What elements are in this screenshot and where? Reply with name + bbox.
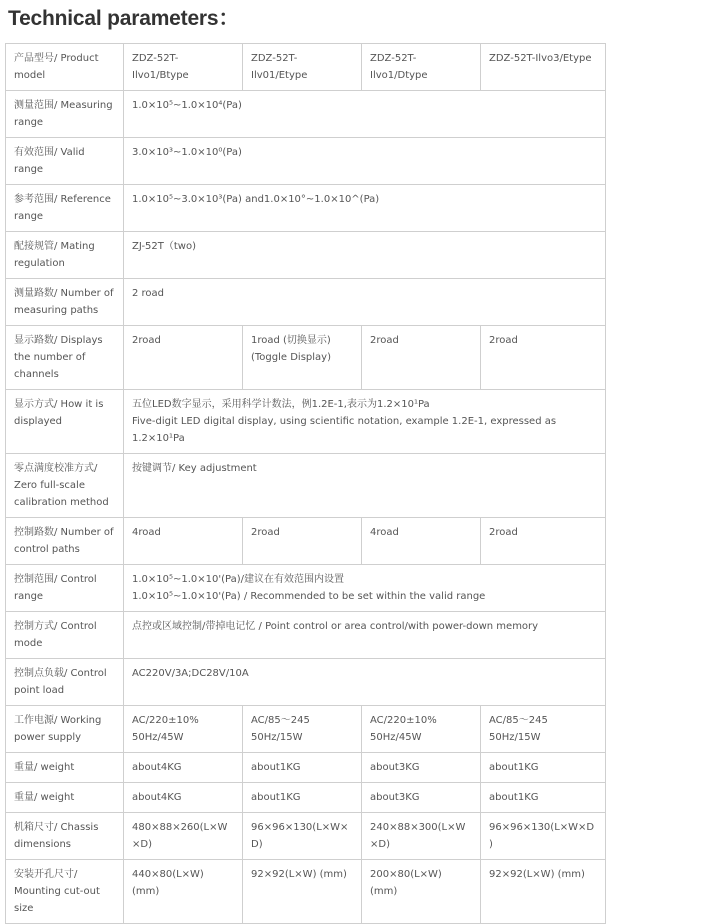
table-row <box>6 232 606 279</box>
table-row <box>6 326 606 390</box>
parameter-value: 92×92(L×W) (mm) <box>243 860 362 924</box>
parameter-value: AC/220±10% 50Hz/45W <box>124 706 243 753</box>
parameter-value: 1.0×10⁵~3.0×10³(Pa) and1.0×10°~1.0×10^(Pa) <box>124 185 606 232</box>
table-row <box>6 706 606 753</box>
table-row <box>6 612 606 659</box>
parameter-value: 2road <box>362 326 481 390</box>
parameter-label: 工作电源/ Working power supply <box>6 706 124 753</box>
parameter-value: 2road <box>481 518 606 565</box>
parameter-value: 4road <box>124 518 243 565</box>
table-row <box>6 279 606 326</box>
parameter-label: 测量范围/ Measuring range <box>6 91 124 138</box>
parameter-value: 1.0×10⁵~1.0×10⁴(Pa) <box>124 91 606 138</box>
parameter-value: 按键调节/ Key adjustment <box>124 454 606 518</box>
parameter-label: 显示路数/ Displays the number of channels <box>6 326 124 390</box>
table-row <box>6 454 606 518</box>
parameter-value: about3KG <box>362 753 481 783</box>
parameter-value: 2road <box>481 326 606 390</box>
parameter-value: 96×96×130(L×W×D) <box>481 813 606 860</box>
table-row <box>6 860 606 924</box>
parameter-label: 显示方式/ How it is displayed <box>6 390 124 454</box>
parameter-label: 重量/ weight <box>6 753 124 783</box>
parameter-label: 控制路数/ Number of control paths <box>6 518 124 565</box>
parameter-label: 机箱尺寸/ Chassis dimensions <box>6 813 124 860</box>
table-row <box>6 44 606 91</box>
table-row <box>6 813 606 860</box>
parameter-label: 参考范围/ Reference range <box>6 185 124 232</box>
parameter-value: ZDZ-52T- Ilvo1/Btype <box>124 44 243 91</box>
parameter-value: AC/220±10% 50Hz/45W <box>362 706 481 753</box>
parameter-value: about3KG <box>362 783 481 813</box>
parameter-label: 重量/ weight <box>6 783 124 813</box>
technical-parameters-table <box>5 43 606 924</box>
parameter-label: 控制点负载/ Control point load <box>6 659 124 706</box>
parameter-label: 有效范围/ Valid range <box>6 138 124 185</box>
parameter-label: 控制范围/ Control range <box>6 565 124 612</box>
parameter-value: 96×96×130(L×W×D) <box>243 813 362 860</box>
page-title: Technical parameters： <box>8 7 240 30</box>
parameter-label: 配接规管/ Mating regulation <box>6 232 124 279</box>
parameter-value: 2road <box>243 518 362 565</box>
table-row <box>6 390 606 454</box>
table-row <box>6 185 606 232</box>
parameter-value: 480×88×260(L×W×D) <box>124 813 243 860</box>
table-row <box>6 138 606 185</box>
table-row <box>6 565 606 612</box>
parameter-value: 440×80(L×W) (mm) <box>124 860 243 924</box>
parameter-value: 五位LED数字显示，采用科学计数法，例1.2E-1,表示为1.2×10¹Pa Five-digit LED digital display, using scientific notation, example 1.2E-1, expressed as 1.2×10¹Pa <box>124 390 606 454</box>
parameter-value: ZDZ-52T- Ilv01/Etype <box>243 44 362 91</box>
parameter-value: about4KG <box>124 753 243 783</box>
parameter-value: AC220V/3A;DC28V/10A <box>124 659 606 706</box>
parameter-value: 92×92(L×W) (mm) <box>481 860 606 924</box>
parameter-value: about1KG <box>481 753 606 783</box>
table-body <box>6 44 606 924</box>
parameter-value: ZJ-52T（two) <box>124 232 606 279</box>
parameter-value: AC/85～245 50Hz/15W <box>481 706 606 753</box>
parameter-value: 2road <box>124 326 243 390</box>
parameter-value: about1KG <box>243 783 362 813</box>
parameter-value: 3.0×10³~1.0×10⁰(Pa) <box>124 138 606 185</box>
parameter-label: 产品型号/ Product model <box>6 44 124 91</box>
parameter-value: 4road <box>362 518 481 565</box>
parameter-value: about4KG <box>124 783 243 813</box>
parameter-label: 安装开孔尺寸/ Mounting cut-out size <box>6 860 124 924</box>
parameter-value: ZDZ-52T- Ilvo1/Dtype <box>362 44 481 91</box>
parameter-value: 点控或区域控制/带掉电记忆 / Point control or area control/with power-down memory <box>124 612 606 659</box>
parameter-label: 控制方式/ Control mode <box>6 612 124 659</box>
parameter-label: 零点满度校准方式/ Zero full-scale calibration method <box>6 454 124 518</box>
table-row <box>6 659 606 706</box>
table-row <box>6 783 606 813</box>
parameter-label: 测量路数/ Number of measuring paths <box>6 279 124 326</box>
parameter-value: about1KG <box>243 753 362 783</box>
parameter-value: 2 road <box>124 279 606 326</box>
parameter-value: 240×88×300(L×W×D) <box>362 813 481 860</box>
parameter-value: about1KG <box>481 783 606 813</box>
parameter-value: 200×80(L×W) (mm) <box>362 860 481 924</box>
parameter-value: ZDZ-52T-Ilvo3/Etype <box>481 44 606 91</box>
parameter-value: AC/85～245 50Hz/15W <box>243 706 362 753</box>
table-row <box>6 91 606 138</box>
parameter-value: 1road (切换显示) (Toggle Display) <box>243 326 362 390</box>
table-row <box>6 518 606 565</box>
table-row <box>6 753 606 783</box>
parameter-value: 1.0×10⁵~1.0×10'(Pa)/建议在有效范围内设置 1.0×10⁵~1.0×10'(Pa) / Recommended to be set within the valid range <box>124 565 606 612</box>
